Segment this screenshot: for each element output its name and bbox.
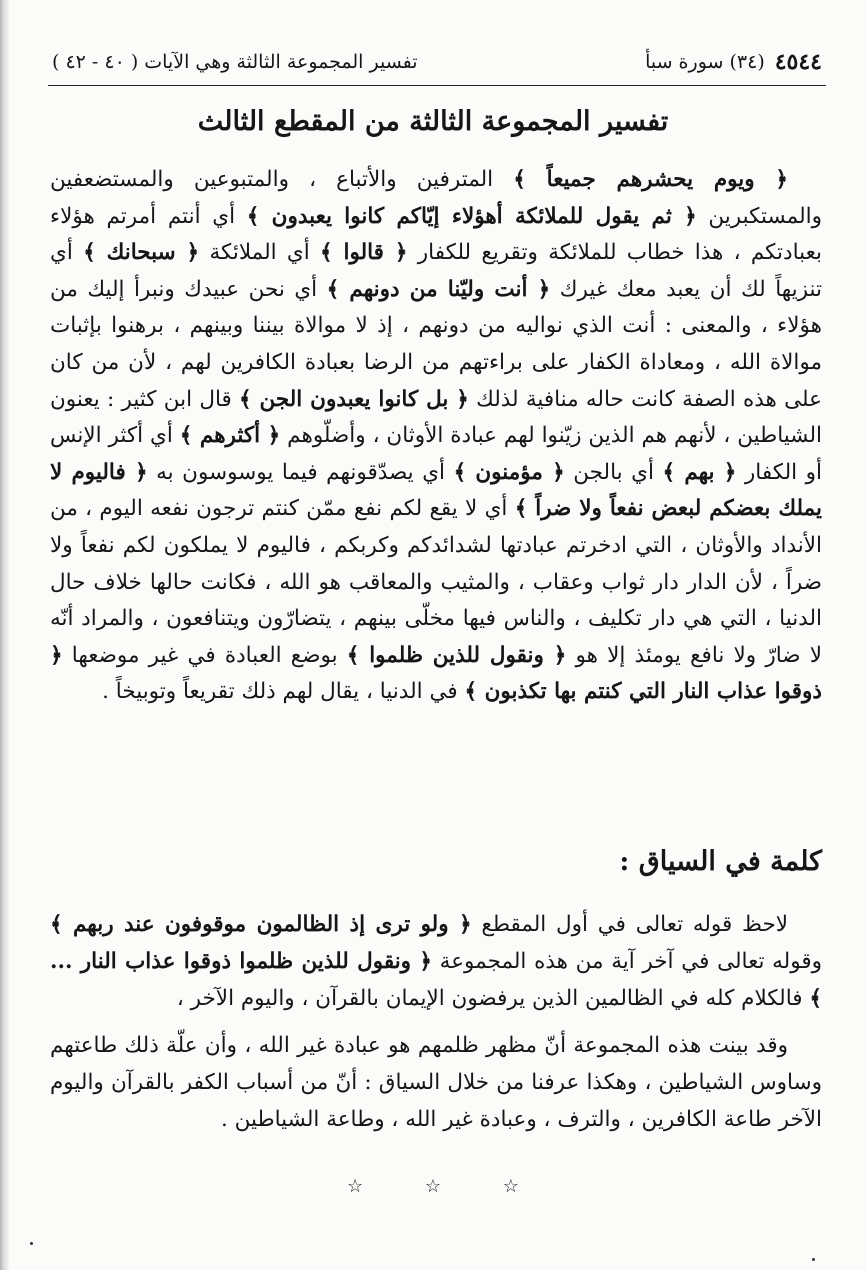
commentary-text: أي يصدّقونهم فيما يوسوسون به [147,459,454,485]
commentary-text: أي أكثر الإنس أو الكفار [50,423,822,485]
quran-quote: ﴿ ونقول للذين ظلموا ذوقوا عذاب النار ... ﴾ [50,949,822,1011]
quran-quote: ﴿ ثم يقول للملائكة أهؤلاء إيّاكم كانوا يعبدون ﴾ [246,203,697,229]
context-body [50,906,822,1148]
quran-quote: ﴿ بهم ﴾ [662,459,737,485]
quran-quote: ﴿ سبحانك ﴾ [83,240,200,266]
quran-quote: ﴿ فاليوم لا يملك بعضكم لبعض نفعاً ولا ضراً ﴾ [50,459,822,522]
commentary-paragraph [50,162,822,711]
commentary-text: أي لا يقع لكم نفع ممّن كنتم ترجون نفعه اليوم ، من الأنداد والأوثان ، التي ادخرتم عبادتها لشدائدكم وكربكم ، فاليوم لا يملكون لكم نفعاً ولا ضراً ، لأن الدار دار ثواب وعقاب ، والمثيب والمعاقب هو الله ، فكانت حالها خلاف حال الدنيا ، التي هي دار تكليف ، والناس فيها مخلّى بينهم ، يتضارّون ويتنافعون ، والمراد أنّه لا ضارّ ولا نافع يومئذ إلا هو [50,496,822,668]
commentary-text: أي بالجن [564,459,663,485]
commentary-text: أي أنتم أمرتم هؤلاء بعبادتكم ، هذا خطاب للملائكة وتقريع للكفار [50,203,822,266]
scan-speck [812,1258,815,1261]
context-paragraph-1 [50,906,822,1017]
quran-quote: ﴿ ويوم يحشرهم جميعاً ﴾ [513,167,789,192]
quran-quote: ﴿ بل كانوا يعبدون الجن ﴾ [239,386,469,412]
commentary-text: المترفين والأتباع ، والمتبوعين والمستضعفين والمستكبرين [50,167,823,229]
commentary-text: في الدنيا ، يقال لهم ذلك تقريعاً وتوبيخاً . [102,679,465,705]
quran-quote: ﴿ ولو ترى إذ الظالمون موقوفون عند ربهم ﴾ [50,912,472,937]
commentary-body [50,162,822,711]
quran-quote: ﴿ مؤمنون ﴾ [453,459,565,485]
quran-quote: ﴿ ونقول للذين ظلموا ﴾ [346,642,567,668]
page-number: ٤٥٤٤ [774,49,822,75]
page-scan-edge [0,0,10,1270]
quran-quote: ﴿ أكثرهم ﴾ [179,423,281,449]
commentary-text: وقد بينت هذه المجموعة أنّ مظهر ظلمهم هو عبادة غير الله ، وأن علّة ذلك طاعتهم وساوس الشياطين ، وهكذا عرفنا من خلال السياق : أنّ من أسباب الكفر بالقرآن واليوم الآخر طاعة الكافرين ، والترف ، وعبادة غير الله ، وطاعة الشياطين . [50,1033,822,1132]
commentary-text: بوضع العبادة في غير موضعها [62,642,347,668]
commentary-text: أي تنزيهاً لك أن يعبد معك غيرك [50,240,822,302]
commentary-text: لاحظ قوله تعالى في أول المقطع [471,912,789,937]
star-icon: ☆ [347,1176,364,1197]
commentary-text: قال ابن كثير : يعنون الشياطين ، لأنهم هم الذين زيّنوا لهم عبادة الأوثان ، وأضلّوهم [50,386,822,449]
section-title: تفسير المجموعة الثالثة من المقطع الثالث [197,106,669,137]
header-rule [48,85,826,86]
star-icon: ☆ [502,1176,519,1197]
scan-speck [30,1242,33,1245]
quran-quote: ﴿ ذوقوا عذاب النار التي كنتم بها تكذبون ﴾ [50,642,822,705]
context-paragraph-2 [50,1027,822,1138]
quran-quote: ﴿ أنت وليّنا من دونهم ﴾ [326,276,551,302]
surah-label: (٣٤) سورة سبأ [645,51,765,73]
commentary-text: وقوله تعالى في آخر آية من هذه المجموعة [432,949,822,974]
verse-range-label: تفسير المجموعة الثالثة وهي الآيات ( ٤٠ - ٤٢ ) [52,51,418,73]
commentary-text: أي الملائكة [199,240,320,266]
subsection-title: كلمة في السياق : [619,846,822,877]
commentary-text: أي نحن عبيدك ونبرأ إليك من هؤلاء ، والمعنى : أنت الذي نواليه من دونهم ، إذ لا موالاة بيننا وبينهم ، برهنوا بإثبات موالاة الله ، ومعاداة الكفار على براءتهم من الرضا بعبادة الكافرين لهم ، لأن من كان على هذه الصفة كانت حاله منافية لذلك [50,276,822,412]
commentary-text: فالكلام كله في الظالمين الذين يرفضون الإيمان بالقرآن ، واليوم الآخر ، [176,986,810,1011]
section-separator [0,1176,866,1197]
running-header [52,42,822,82]
quran-quote: ﴿ قالوا ﴾ [319,240,408,266]
star-icon: ☆ [424,1176,442,1197]
header-right [645,49,822,75]
